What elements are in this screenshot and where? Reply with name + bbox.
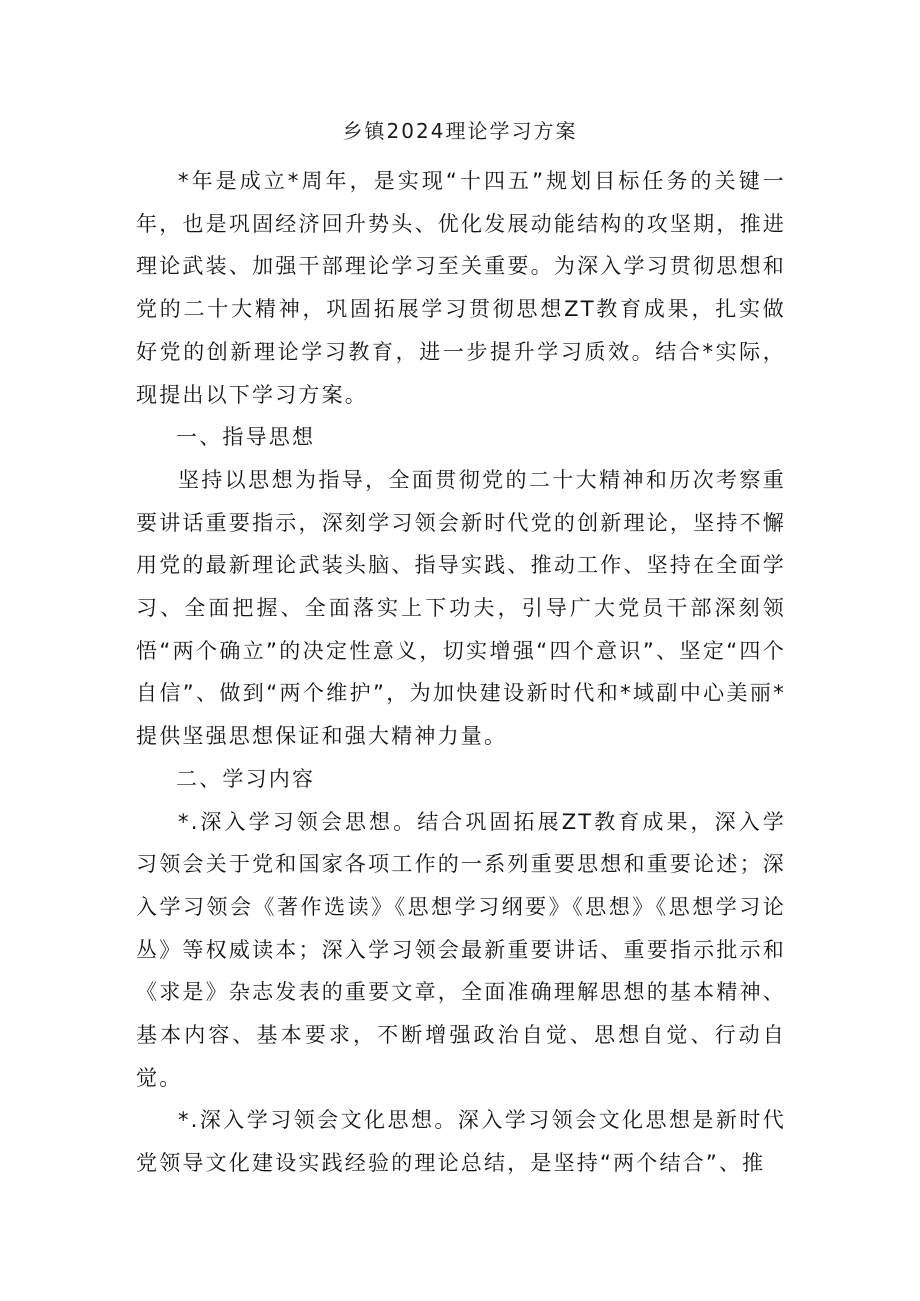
section-heading-study-content: 二、学习内容 <box>176 766 316 791</box>
document-body <box>136 160 786 1185</box>
guiding-thought-paragraph: 坚持以思想为指导，全面贯彻党的二十大精神和历次考察重要讲话重要指示，深刻学习领会新时代党的创新理论，坚持不懈用党的最新理论武装头脑、指导实践、推动工作、坚持在全面学习、全面把握、全面落实上下功夫，引导广大党员干部深刻领悟“两个确立”的决定性意义，切实增强“四个意识”、坚定“四个自信”、做到“两个维护”，为加快建设新时代和*域副中心美丽*提供坚强思想保证和强大精神力量。 <box>136 467 786 749</box>
section-heading-guiding-thought: 一、指导思想 <box>176 425 316 450</box>
document-title: 乡镇2024理论学习方案 <box>342 119 578 143</box>
study-content-item-2: *.深入学习领会文化思想。深入学习领会文化思想是新时代党领导文化建设实践经验的理论总结，是坚持“两个结合”、推 <box>136 1108 786 1176</box>
intro-paragraph: *年是成立*周年，是实现“十四五”规划目标任务的关键一年，也是巩固经济回升势头、优化发展动能结构的攻坚期，推进理论武装、加强干部理论学习至关重要。为深入学习贯彻思想和党的二十大精神，巩固拓展学习贯彻思想ZT教育成果，扎实做好党的创新理论学习教育，进一步提升学习质效。结合*实际，现提出以下学习方案。 <box>136 169 786 407</box>
study-content-item-1: *.深入学习领会思想。结合巩固拓展ZT教育成果，深入学习领会关于党和国家各项工作的一系列重要思想和重要论述；深入学习领会《著作选读》《思想学习纲要》《思想》《思想学习论丛》等权威读本；深入学习领会最新重要讲话、重要指示批示和《求是》杂志发表的重要文章，全面准确理解思想的基本精神、基本内容、基本要求，不断增强政治自觉、思想自觉、行动自觉。 <box>136 809 786 1090</box>
